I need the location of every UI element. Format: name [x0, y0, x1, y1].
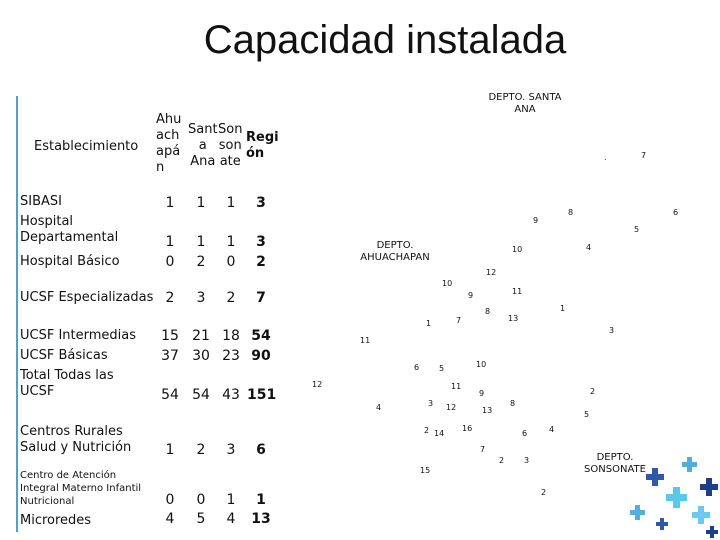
- map-number: 8: [510, 399, 516, 408]
- map-number: 9: [479, 389, 485, 398]
- map-number: 3: [524, 456, 530, 465]
- cell-hbas-sonsonate: 0: [226, 254, 236, 270]
- row-label-hospital-departamental: Hospital Departamental: [20, 214, 119, 245]
- cross-icon: [630, 505, 645, 520]
- cell-hbas-region: 2: [256, 254, 266, 270]
- row-label-centro-atencion: Centro de Atención Integral Materno Infantil Nutricional: [20, 470, 142, 507]
- cell-hbas-ahuachapan: 0: [165, 254, 175, 270]
- map-number: 8: [568, 208, 574, 217]
- cell-sibasi-region: 3: [256, 195, 266, 211]
- cell-total-sonsonate: 43: [222, 387, 240, 403]
- cell-hdep-ahuachapan: 1: [165, 234, 175, 250]
- map-number: 1: [560, 304, 566, 313]
- map-number: 1: [426, 319, 432, 328]
- map-number: 13: [482, 406, 493, 415]
- map-number: 10: [442, 279, 453, 288]
- map-number: 5: [584, 410, 590, 419]
- map-number: 11: [451, 382, 462, 391]
- cell-ciamin-ahuachapan: 0 4: [165, 492, 175, 527]
- cell-int-region: 54: [251, 328, 271, 344]
- row-label-hospital-basico: Hospital Básico: [20, 254, 120, 269]
- cell-int-ahuachapan: 15: [161, 328, 179, 344]
- cross-icon: [646, 468, 664, 486]
- row-label-total-ucsf: Total Todas las UCSF: [20, 368, 114, 399]
- cell-bas-santa-ana: 30: [192, 348, 210, 364]
- cell-esp-region: 7: [256, 290, 266, 306]
- cell-bas-ahuachapan: 37: [161, 348, 179, 364]
- cross-icon: [682, 457, 697, 472]
- map-number: 6: [414, 363, 420, 372]
- header-sonsonate: Son son ate: [218, 122, 243, 169]
- cell-total-region: 151: [247, 387, 277, 403]
- cell-esp-sonsonate: 2: [226, 290, 236, 306]
- cell-int-sonsonate: 18: [222, 328, 240, 344]
- cell-bas-sonsonate: 23: [222, 348, 240, 364]
- cell-hdep-santa-ana: 1: [196, 234, 206, 250]
- map-number: 12: [486, 268, 497, 277]
- map-number: 7: [480, 445, 486, 454]
- map-number: 10: [476, 360, 487, 369]
- cross-icon: [666, 487, 687, 508]
- map-number: .: [604, 153, 607, 162]
- map-number: 3: [428, 399, 434, 408]
- cell-hbas-santa-ana: 2: [196, 254, 206, 270]
- cell-total-ahuachapan: 54: [161, 387, 179, 403]
- cell-sibasi-santa-ana: 1: [196, 195, 206, 211]
- map-number: 7: [456, 316, 462, 325]
- cell-rur-sonsonate: 3: [226, 442, 236, 458]
- row-label-centros-rurales: Centros Rurales Salud y Nutrición: [20, 424, 132, 455]
- cross-icon: [706, 526, 718, 538]
- map-number: 15: [420, 466, 431, 475]
- map-number: 10: [512, 245, 523, 254]
- map-label-ahuachapan: DEPTO. AHUACHAPAN: [360, 240, 430, 263]
- map-number: 7: [641, 151, 647, 160]
- page-title: Capacidad instalada: [203, 18, 567, 62]
- map-number: 5: [634, 225, 640, 234]
- map-number: 8: [485, 307, 491, 316]
- map-number: 6: [522, 429, 528, 438]
- header-santa-ana: Sant a Ana: [188, 122, 218, 169]
- map-number: 13: [508, 314, 519, 323]
- decorative-crosses-graphic: [610, 440, 720, 540]
- map-number: 6: [673, 208, 679, 217]
- cell-sibasi-ahuachapan: 1: [165, 195, 175, 211]
- map-number: 5: [439, 364, 445, 373]
- cell-esp-ahuachapan: 2: [165, 290, 175, 306]
- map-number: 12: [312, 380, 323, 389]
- header-region: Regi ón: [246, 130, 279, 161]
- cell-hdep-region: 3: [256, 234, 266, 250]
- map-label-sonsonate: DEPTO. SONSONATE: [584, 452, 646, 475]
- cell-rur-region: 6: [256, 442, 266, 458]
- map-number: 2: [541, 488, 547, 497]
- row-label-sibasi: SIBASI: [20, 194, 62, 209]
- header-ahuachapan: Ahu ach apá n: [156, 112, 182, 175]
- map-number: 2: [590, 387, 596, 396]
- cross-icon: [692, 506, 710, 524]
- left-rule: [16, 96, 18, 532]
- map-label-santa-ana: DEPTO. SANTA ANA: [488, 92, 562, 115]
- map-number: 2: [424, 426, 430, 435]
- cell-int-santa-ana: 21: [192, 328, 210, 344]
- map-number: 11: [512, 287, 523, 296]
- title-bar: [0, 0, 720, 92]
- cell-rur-santa-ana: 2: [196, 442, 206, 458]
- cell-ciamin-region: 1 13: [251, 492, 271, 527]
- map-number: 4: [376, 403, 382, 412]
- cross-icon: [656, 518, 668, 530]
- map-number: 14: [434, 429, 445, 438]
- cell-esp-santa-ana: 3: [196, 290, 206, 306]
- map-number: 4: [549, 425, 555, 434]
- cell-ciamin-sonsonate: 1 4: [226, 492, 236, 527]
- map-number: 12: [446, 403, 457, 412]
- cell-rur-ahuachapan: 1: [165, 442, 175, 458]
- row-label-microredes: Microredes: [20, 513, 92, 528]
- row-label-ucsf-intermedias: UCSF Intermedias: [20, 328, 137, 343]
- map-number: 2: [499, 456, 505, 465]
- row-label-ucsf-basicas: UCSF Básicas: [20, 348, 108, 363]
- cell-ciamin-santa-ana: 0 5: [196, 492, 206, 527]
- map-number: 9: [468, 291, 474, 300]
- header-establecimiento: Establecimiento: [34, 139, 139, 154]
- cell-hdep-sonsonate: 1: [226, 234, 236, 250]
- cell-total-santa-ana: 54: [192, 387, 210, 403]
- map-number: 3: [609, 326, 615, 335]
- cell-sibasi-sonsonate: 1: [226, 195, 236, 211]
- map-number: 11: [360, 336, 371, 345]
- cross-icon: [700, 478, 718, 496]
- cell-bas-region: 90: [251, 348, 271, 364]
- map-number: 4: [586, 243, 592, 252]
- map-number: 16: [462, 424, 473, 433]
- row-label-ucsf-especializadas: UCSF Especializadas: [20, 290, 154, 305]
- map-number: 9: [533, 216, 539, 225]
